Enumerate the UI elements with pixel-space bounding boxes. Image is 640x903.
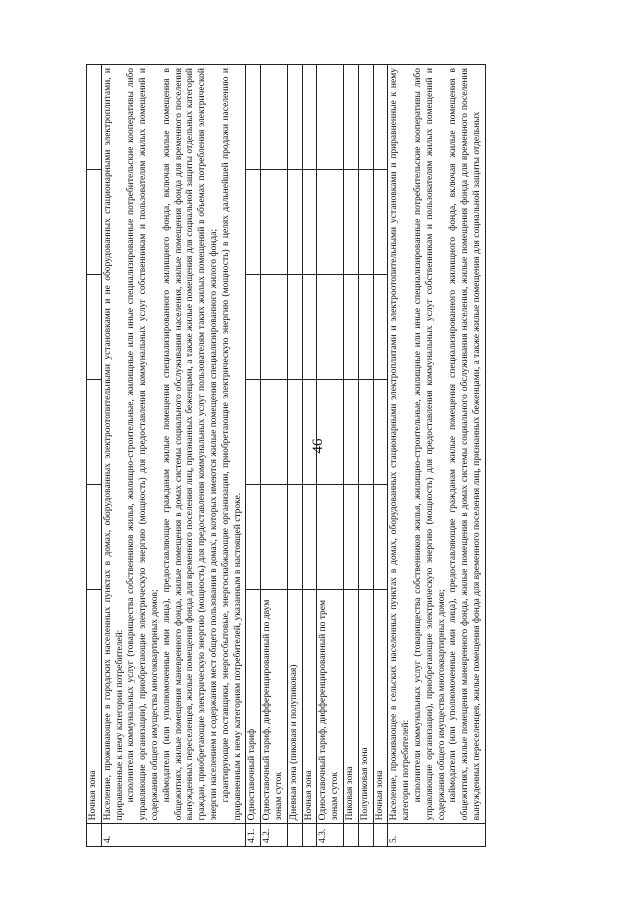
rotated-page-content	[86, 64, 546, 847]
paragraph: исполнители коммунальных услуг (товарищества собственников жилья, жилищно-строительные, жилищные или иные специализированные потребительские кооперативы либо управляющие организации), приобретающие электрическую энергию (мощность) для предоставления коммунальных услуг собственникам и пользователям жилых помещений и содержания общего имущества многоквартирных домов;	[412, 68, 447, 821]
value-cell	[358, 380, 373, 485]
table-row	[388, 65, 485, 847]
table-row	[261, 65, 288, 847]
row-label: Одноставочный тариф	[246, 590, 261, 824]
value-cell	[261, 170, 288, 275]
value-cell	[287, 170, 302, 275]
paragraph: гарантирующие поставщики, энергосбытовые, энергоснабжающие организации, приобретающие электрическую энергию (мощность) в целях дальнейшей продажи населению и приравненным к нему категориям потребителей, указанным в настоящей строке.	[220, 68, 243, 821]
value-cell	[373, 485, 388, 590]
row-number	[343, 824, 358, 847]
table-row	[87, 65, 102, 847]
value-cell	[358, 170, 373, 275]
value-cell	[302, 485, 317, 590]
value-cell	[373, 170, 388, 275]
value-cell	[343, 170, 358, 275]
value-cell	[317, 65, 344, 170]
row-label: Дневная зона (пиковая и полупиковая)	[287, 590, 302, 824]
value-cell	[358, 65, 373, 170]
paragraph: наймодатели (или уполномоченные ими лица), предоставляющие гражданам жилые помещения специализированного жилищного фонда, включая жилые помещения в общежитиях, жилые помещения маневренного фонда, жилые помещения в домах системы социального обслуживания населения, жилые помещения фонда для временного поселения вынужденных переселенцев, жилые помещения фонда для временного поселения лиц, признанных беженцами, а также жилые помещения для социальной защиты отдельных категорий граждан, приобретающие электрическую энергию (мощность) для предоставления коммунальных услуг пользователям таких жилых помещений в объемах потребления электрической энергии населением и содержания мест общего пользования в домах, в которых имеются жилые помещения специализированного жилого фонда;	[161, 68, 219, 821]
value-cell	[343, 275, 358, 380]
row-number: 5.	[388, 824, 485, 847]
value-cell	[261, 65, 288, 170]
value-cell	[302, 380, 317, 485]
paragraph: Население, проживающее в сельских населенных пунктах в домах, оборудованных стационарными электроплитами и электроотопительными установками и приравненные к нему категории потребителей:	[389, 68, 412, 821]
table-row	[343, 65, 358, 847]
value-cell	[87, 485, 102, 590]
row-label: Ночная зона	[373, 590, 388, 824]
table-row	[246, 65, 261, 847]
row-label: Одноставочный тариф, дифференцированный по трем зонам суток	[317, 590, 344, 824]
value-cell	[317, 485, 344, 590]
paragraph: Население, проживающее в городских населенных пунктах в домах, оборудованных электроотопительными установками и не оборудованных стационарными электроплитами, и приравненные к нему категории потребителей:	[102, 68, 125, 821]
row-description	[101, 65, 246, 824]
value-cell	[261, 275, 288, 380]
row-number	[87, 824, 102, 847]
row-number: 4.1.	[246, 824, 261, 847]
table-row	[317, 65, 344, 847]
row-number: 4.3.	[317, 824, 344, 847]
tariff-table	[86, 64, 486, 847]
paragraph: исполнители коммунальных услуг (товарищества собственников жилья, жилищно-строительные, жилищные или иные специализированные потребительские кооперативы либо управляющие организации), приобретающие электрическую энергию (мощность) для предоставления коммунальных услуг собственникам и пользователям жилых помещений и содержания общего имущества многоквартирных домов;	[126, 68, 160, 821]
table-row	[302, 65, 317, 847]
value-cell	[373, 380, 388, 485]
value-cell	[246, 170, 261, 275]
value-cell	[246, 380, 261, 485]
value-cell	[287, 380, 302, 485]
row-number: 4.	[101, 824, 246, 847]
paragraph: наймодатели (или уполномоченные ими лица), предоставляющие гражданам жилые помещения специализированного жилищного фонда, включая жилые помещения в общежитиях, жилые помещения маневренного фонда, жилые помещения в домах системы социального обслуживания населения, жилые помещения фонда для временного поселения вынужденных переселенцев, жилые помещения фонда для временного поселения лиц, признанных беженцами, а также жилые помещения для социальной защиты отдельных	[448, 68, 482, 821]
value-cell	[87, 170, 102, 275]
row-description	[388, 65, 485, 824]
value-cell	[287, 65, 302, 170]
value-cell	[261, 485, 288, 590]
value-cell	[302, 170, 317, 275]
value-cell	[358, 485, 373, 590]
table-row	[101, 65, 246, 847]
value-cell	[302, 65, 317, 170]
value-cell	[87, 275, 102, 380]
value-cell	[373, 275, 388, 380]
row-label: Полупиковая зона	[358, 590, 373, 824]
value-cell	[261, 380, 288, 485]
row-label: Ночная зона	[302, 590, 317, 824]
value-cell	[246, 275, 261, 380]
table-row	[373, 65, 388, 847]
table-row	[287, 65, 302, 847]
row-number: 4.2.	[261, 824, 288, 847]
value-cell	[317, 170, 344, 275]
value-cell	[343, 380, 358, 485]
value-cell	[246, 65, 261, 170]
table-row	[358, 65, 373, 847]
page-number: 46	[310, 438, 326, 454]
value-cell	[287, 275, 302, 380]
value-cell	[287, 485, 302, 590]
row-label: Одноставочный тариф, дифференцированный по двум зонам суток	[261, 590, 288, 824]
row-number	[358, 824, 373, 847]
value-cell	[373, 65, 388, 170]
row-label: Ночная зона	[87, 590, 102, 824]
value-cell	[317, 380, 344, 485]
row-number	[302, 824, 317, 847]
value-cell	[87, 380, 102, 485]
value-cell	[358, 275, 373, 380]
value-cell	[302, 275, 317, 380]
row-number	[287, 824, 302, 847]
value-cell	[317, 275, 344, 380]
value-cell	[246, 485, 261, 590]
value-cell	[343, 65, 358, 170]
value-cell	[343, 485, 358, 590]
value-cell	[87, 65, 102, 170]
row-label: Пиковая зона	[343, 590, 358, 824]
row-number	[373, 824, 388, 847]
